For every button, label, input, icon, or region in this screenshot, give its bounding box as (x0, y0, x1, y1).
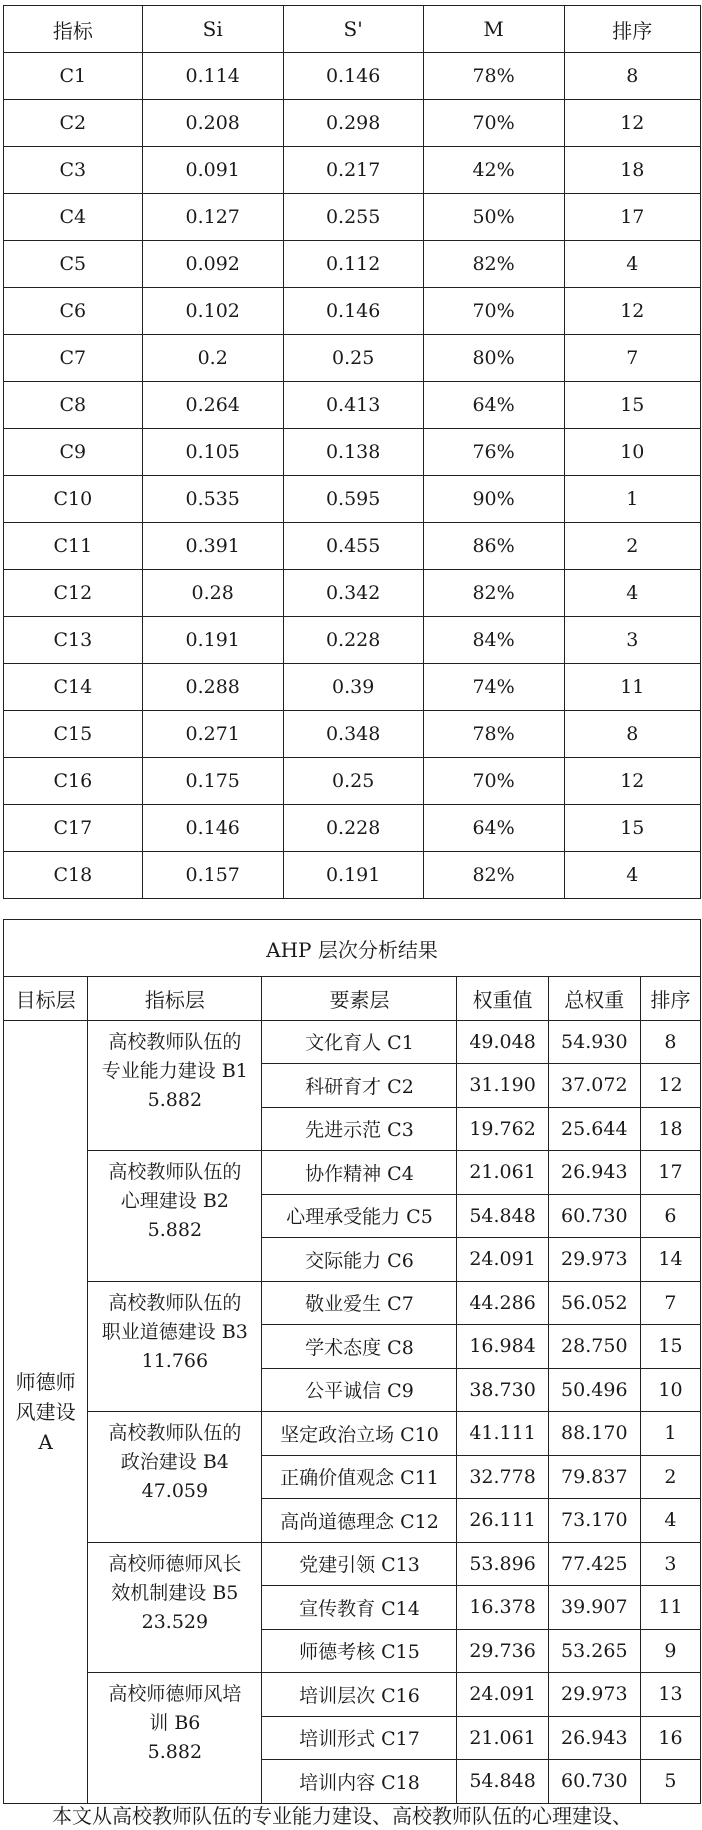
indicator-layer-line: 5.882 (147, 1219, 203, 1241)
table-cell: 37.072 (548, 1064, 640, 1108)
table-cell: 培训层次 C16 (262, 1673, 457, 1717)
goal-layer-line: A (38, 1429, 53, 1454)
indicator-layer-line: 政治建设 B4 (120, 1451, 229, 1473)
table-cell: 0.208 (142, 100, 283, 147)
table-cell: 82% (423, 852, 564, 899)
table-cell: 1 (640, 1412, 700, 1456)
table-cell: 60.730 (548, 1760, 640, 1804)
table-cell: 5 (640, 1760, 700, 1804)
table-cell: 70% (423, 100, 564, 147)
table-cell: 84% (423, 617, 564, 664)
table-cell: 公平诚信 C9 (262, 1368, 457, 1412)
table-cell: 正确价值观念 C11 (262, 1455, 457, 1499)
table-cell: 0.348 (283, 711, 423, 758)
indicator-layer-cell (88, 1020, 262, 1151)
indicator-layer-cell (88, 1542, 262, 1673)
indicator-layer-line: 职业道德建设 B3 (101, 1320, 248, 1343)
indicator-layer-cell (88, 1281, 262, 1412)
table-cell: 11 (564, 664, 700, 711)
table-cell: 科研育才 C2 (262, 1064, 457, 1108)
header-cell: 排序 (640, 977, 700, 1021)
table-row (4, 1281, 701, 1325)
table-cell: 18 (640, 1107, 700, 1151)
indicator-layer-cell (88, 1151, 262, 1282)
indicator-layer-line: 训 B6 (149, 1712, 201, 1734)
table-cell: 17 (564, 194, 700, 241)
table-cell: C4 (4, 194, 143, 241)
table-cell: 2 (640, 1455, 700, 1499)
table-caption: AHP 层次分析结果 (4, 920, 701, 977)
table-cell: 0.228 (283, 617, 423, 664)
table-cell: 0.191 (142, 617, 283, 664)
table-cell: 29.973 (548, 1673, 640, 1717)
table-cell: 0.391 (142, 523, 283, 570)
table-cell: 88.170 (548, 1412, 640, 1456)
table-cell: 28.750 (548, 1325, 640, 1369)
table-cell: 7 (564, 335, 700, 382)
table-cell: 54.848 (457, 1760, 548, 1804)
table-cell: C6 (4, 288, 143, 335)
table-row (4, 241, 701, 288)
table-cell: C17 (4, 805, 143, 852)
table-cell: 3 (640, 1542, 700, 1586)
indicator-layer-line: 高校教师队伍的 (108, 1030, 242, 1053)
indicator-layer-line: 47.059 (141, 1480, 209, 1502)
header-cell: S' (283, 6, 423, 53)
table-cell: 17 (640, 1151, 700, 1195)
table-cell: C8 (4, 382, 143, 429)
indicator-layer-line: 23.529 (141, 1610, 209, 1633)
indicator-layer-line: 心理建设 B2 (120, 1190, 229, 1212)
table-row (4, 382, 701, 429)
table-cell: C13 (4, 617, 143, 664)
table-cell: 78% (423, 53, 564, 100)
table-cell: 64% (423, 382, 564, 429)
table-row (4, 805, 701, 852)
table-row (4, 53, 701, 100)
header-cell: 要素层 (262, 977, 457, 1021)
table-cell: 26.111 (457, 1499, 548, 1543)
table-cell: 12 (564, 288, 700, 335)
table-header-row (4, 6, 701, 53)
table-cell: 73.170 (548, 1499, 640, 1543)
table-cell: C16 (4, 758, 143, 805)
table-row (4, 335, 701, 382)
table-cell: 12 (640, 1064, 700, 1108)
table-cell: 13 (640, 1673, 700, 1717)
table-cell: 90% (423, 476, 564, 523)
table-cell: C18 (4, 852, 143, 899)
table-cell: 0.25 (283, 758, 423, 805)
table-row (4, 100, 701, 147)
table-cell: 0.157 (142, 852, 283, 899)
indicator-layer-line: 高校师德师风培 (108, 1683, 242, 1705)
header-cell: 指标 (4, 6, 143, 53)
table-cell: 4 (564, 852, 700, 899)
table-cell: 0.217 (283, 147, 423, 194)
table-cell: 0.102 (142, 288, 283, 335)
header-cell: M (423, 6, 564, 53)
table-cell: 培训形式 C17 (262, 1716, 457, 1760)
table-cell: 0.175 (142, 758, 283, 805)
table-cell: 31.190 (457, 1064, 548, 1108)
table-cell: 42% (423, 147, 564, 194)
table-cell: 53.896 (457, 1542, 548, 1586)
table-cell: C3 (4, 147, 143, 194)
table-cell: 78% (423, 711, 564, 758)
table-row (4, 711, 701, 758)
header-cell: 权重值 (457, 977, 548, 1021)
table-cell: 44.286 (457, 1281, 548, 1325)
table-cell: 18 (564, 147, 700, 194)
table-cell: 4 (564, 570, 700, 617)
table-row (4, 1020, 701, 1064)
table-cell: 坚定政治立场 C10 (262, 1412, 457, 1456)
table-cell: 76% (423, 429, 564, 476)
table-row (4, 758, 701, 805)
table-cell: C2 (4, 100, 143, 147)
table-cell: 12 (564, 758, 700, 805)
table-cell: C1 (4, 53, 143, 100)
table-cell: 21.061 (457, 1151, 548, 1195)
header-cell: 指标层 (88, 977, 262, 1021)
goal-layer-line: 师德师 (15, 1369, 76, 1394)
table-cell: 39.907 (548, 1586, 640, 1630)
table-cell: 15 (564, 805, 700, 852)
table-cell: 高尚道德理念 C12 (262, 1499, 457, 1543)
table-cell: 4 (564, 241, 700, 288)
table-cell: C10 (4, 476, 143, 523)
indicator-layer-line: 高校师德师风长 (108, 1552, 242, 1575)
table-cell: 文化育人 C1 (262, 1020, 457, 1064)
table-cell: 0.288 (142, 664, 283, 711)
indicator-layer-line: 专业能力建设 B1 (101, 1059, 248, 1082)
table-cell: 3 (564, 617, 700, 664)
table-cell: 0.191 (283, 852, 423, 899)
table-cell: 0.146 (142, 805, 283, 852)
table-cell: 70% (423, 758, 564, 805)
table-cell: 0.535 (142, 476, 283, 523)
indicator-layer-line: 11.766 (141, 1349, 209, 1372)
table-cell: 8 (564, 711, 700, 758)
table-cell: 50.496 (548, 1368, 640, 1412)
table-cell: 32.778 (457, 1455, 548, 1499)
table-cell: C11 (4, 523, 143, 570)
table-cell: 12 (564, 100, 700, 147)
table-cell: C9 (4, 429, 143, 476)
table-cell: 0.271 (142, 711, 283, 758)
table-cell: 82% (423, 570, 564, 617)
table-row (4, 852, 701, 899)
table-cell: 24.091 (457, 1673, 548, 1717)
table-cell: 协作精神 C4 (262, 1151, 457, 1195)
ahp-results-table (3, 919, 701, 1804)
table-cell: 64% (423, 805, 564, 852)
header-cell: 总权重 (548, 977, 640, 1021)
table-cell: 0.112 (283, 241, 423, 288)
table-row (4, 523, 701, 570)
table-cell: 54.930 (548, 1020, 640, 1064)
indicator-layer-cell (88, 1673, 262, 1804)
table-cell: 21.061 (457, 1716, 548, 1760)
table-cell: 0.2 (142, 335, 283, 382)
table-cell: 培训内容 C18 (262, 1760, 457, 1804)
indicator-layer-line: 高校教师队伍的 (108, 1291, 242, 1314)
table-cell: 29.736 (457, 1629, 548, 1673)
table-cell: 宣传教育 C14 (262, 1586, 457, 1630)
table-cell: 0.342 (283, 570, 423, 617)
table-cell: 6 (640, 1194, 700, 1238)
table-cell: 86% (423, 523, 564, 570)
header-cell: 排序 (564, 6, 700, 53)
table-cell: 11 (640, 1586, 700, 1630)
table-cell: 0.228 (283, 805, 423, 852)
table-cell: 50% (423, 194, 564, 241)
table-cell: 0.413 (283, 382, 423, 429)
table-cell: 74% (423, 664, 564, 711)
table-cell: 0.39 (283, 664, 423, 711)
table-cell: 26.943 (548, 1151, 640, 1195)
table-cell: 先进示范 C3 (262, 1107, 457, 1151)
table-cell: 8 (564, 53, 700, 100)
table-row (4, 1542, 701, 1586)
table-cell: 学术态度 C8 (262, 1325, 457, 1369)
table-row (4, 288, 701, 335)
table-cell: 16 (640, 1716, 700, 1760)
table-cell: 10 (640, 1368, 700, 1412)
table-row (4, 617, 701, 664)
table-cell: 1 (564, 476, 700, 523)
table-row (4, 429, 701, 476)
table-caption-row (4, 920, 701, 977)
header-cell: 目标层 (4, 977, 88, 1021)
table-cell: 77.425 (548, 1542, 640, 1586)
table-cell: 79.837 (548, 1455, 640, 1499)
table-cell: 82% (423, 241, 564, 288)
indicator-layer-line: 5.882 (147, 1741, 203, 1763)
table-cell: 党建引领 C13 (262, 1542, 457, 1586)
table-cell: 38.730 (457, 1368, 548, 1412)
indicator-layer-line: 效机制建设 B5 (111, 1581, 239, 1604)
table-cell: 0.105 (142, 429, 283, 476)
table-cell: C7 (4, 335, 143, 382)
table-row (4, 1412, 701, 1456)
table-cell: 24.091 (457, 1238, 548, 1282)
table-row (4, 194, 701, 241)
header-cell: Si (142, 6, 283, 53)
indicator-layer-line: 高校教师队伍的 (108, 1161, 242, 1183)
table-cell: 0.114 (142, 53, 283, 100)
table-cell: 0.138 (283, 429, 423, 476)
table-cell: 心理承受能力 C5 (262, 1194, 457, 1238)
table-cell: 7 (640, 1281, 700, 1325)
table-cell: 80% (423, 335, 564, 382)
indicator-layer-cell (88, 1412, 262, 1543)
table-cell: 16.378 (457, 1586, 548, 1630)
table-cell: 54.848 (457, 1194, 548, 1238)
table-cell: 19.762 (457, 1107, 548, 1151)
table-cell: 26.943 (548, 1716, 640, 1760)
table-cell: 0.455 (283, 523, 423, 570)
table-cell: 0.146 (283, 53, 423, 100)
table-cell: 53.265 (548, 1629, 640, 1673)
table-cell: 交际能力 C6 (262, 1238, 457, 1282)
table-cell: 16.984 (457, 1325, 548, 1369)
table-cell: 29.973 (548, 1238, 640, 1282)
table-cell: C12 (4, 570, 143, 617)
table-cell: 敬业爱生 C7 (262, 1281, 457, 1325)
table-row (4, 1151, 701, 1195)
table-header-row (4, 977, 701, 1021)
table-cell: 25.644 (548, 1107, 640, 1151)
table-cell: 70% (423, 288, 564, 335)
table-row (4, 664, 701, 711)
table-cell: 0.595 (283, 476, 423, 523)
table-cell: 师德考核 C15 (262, 1629, 457, 1673)
table-cell: 10 (564, 429, 700, 476)
table-cell: C14 (4, 664, 143, 711)
table-cell: 0.146 (283, 288, 423, 335)
table-cell: 0.298 (283, 100, 423, 147)
table-row (4, 1673, 701, 1717)
indicator-layer-line: 高校教师队伍的 (108, 1422, 242, 1444)
indicator-stats-table (3, 5, 701, 899)
table-row (4, 570, 701, 617)
table-cell: C5 (4, 241, 143, 288)
goal-layer-cell (4, 1020, 88, 1803)
indicator-layer-line: 5.882 (147, 1088, 203, 1111)
table-cell: 4 (640, 1499, 700, 1543)
table-cell: 56.052 (548, 1281, 640, 1325)
table-cell: 0.127 (142, 194, 283, 241)
table-cell: 15 (564, 382, 700, 429)
table-cell: 0.264 (142, 382, 283, 429)
table-cell: 0.25 (283, 335, 423, 382)
table-cell: C15 (4, 711, 143, 758)
goal-layer-line: 风建设 (15, 1399, 76, 1424)
table-cell: 15 (640, 1325, 700, 1369)
table-cell: 8 (640, 1020, 700, 1064)
table-cell: 0.28 (142, 570, 283, 617)
table-cell: 60.730 (548, 1194, 640, 1238)
table-cell: 0.092 (142, 241, 283, 288)
table-cell: 2 (564, 523, 700, 570)
table-cell: 0.091 (142, 147, 283, 194)
body-paragraph: 本文从高校教师队伍的专业能力建设、高校教师队伍的心理建设、 (52, 1804, 632, 1828)
table-row (4, 147, 701, 194)
table-cell: 41.111 (457, 1412, 548, 1456)
table-cell: 9 (640, 1629, 700, 1673)
table-row (4, 476, 701, 523)
table-cell: 14 (640, 1238, 700, 1282)
table-cell: 0.255 (283, 194, 423, 241)
table-cell: 49.048 (457, 1020, 548, 1064)
